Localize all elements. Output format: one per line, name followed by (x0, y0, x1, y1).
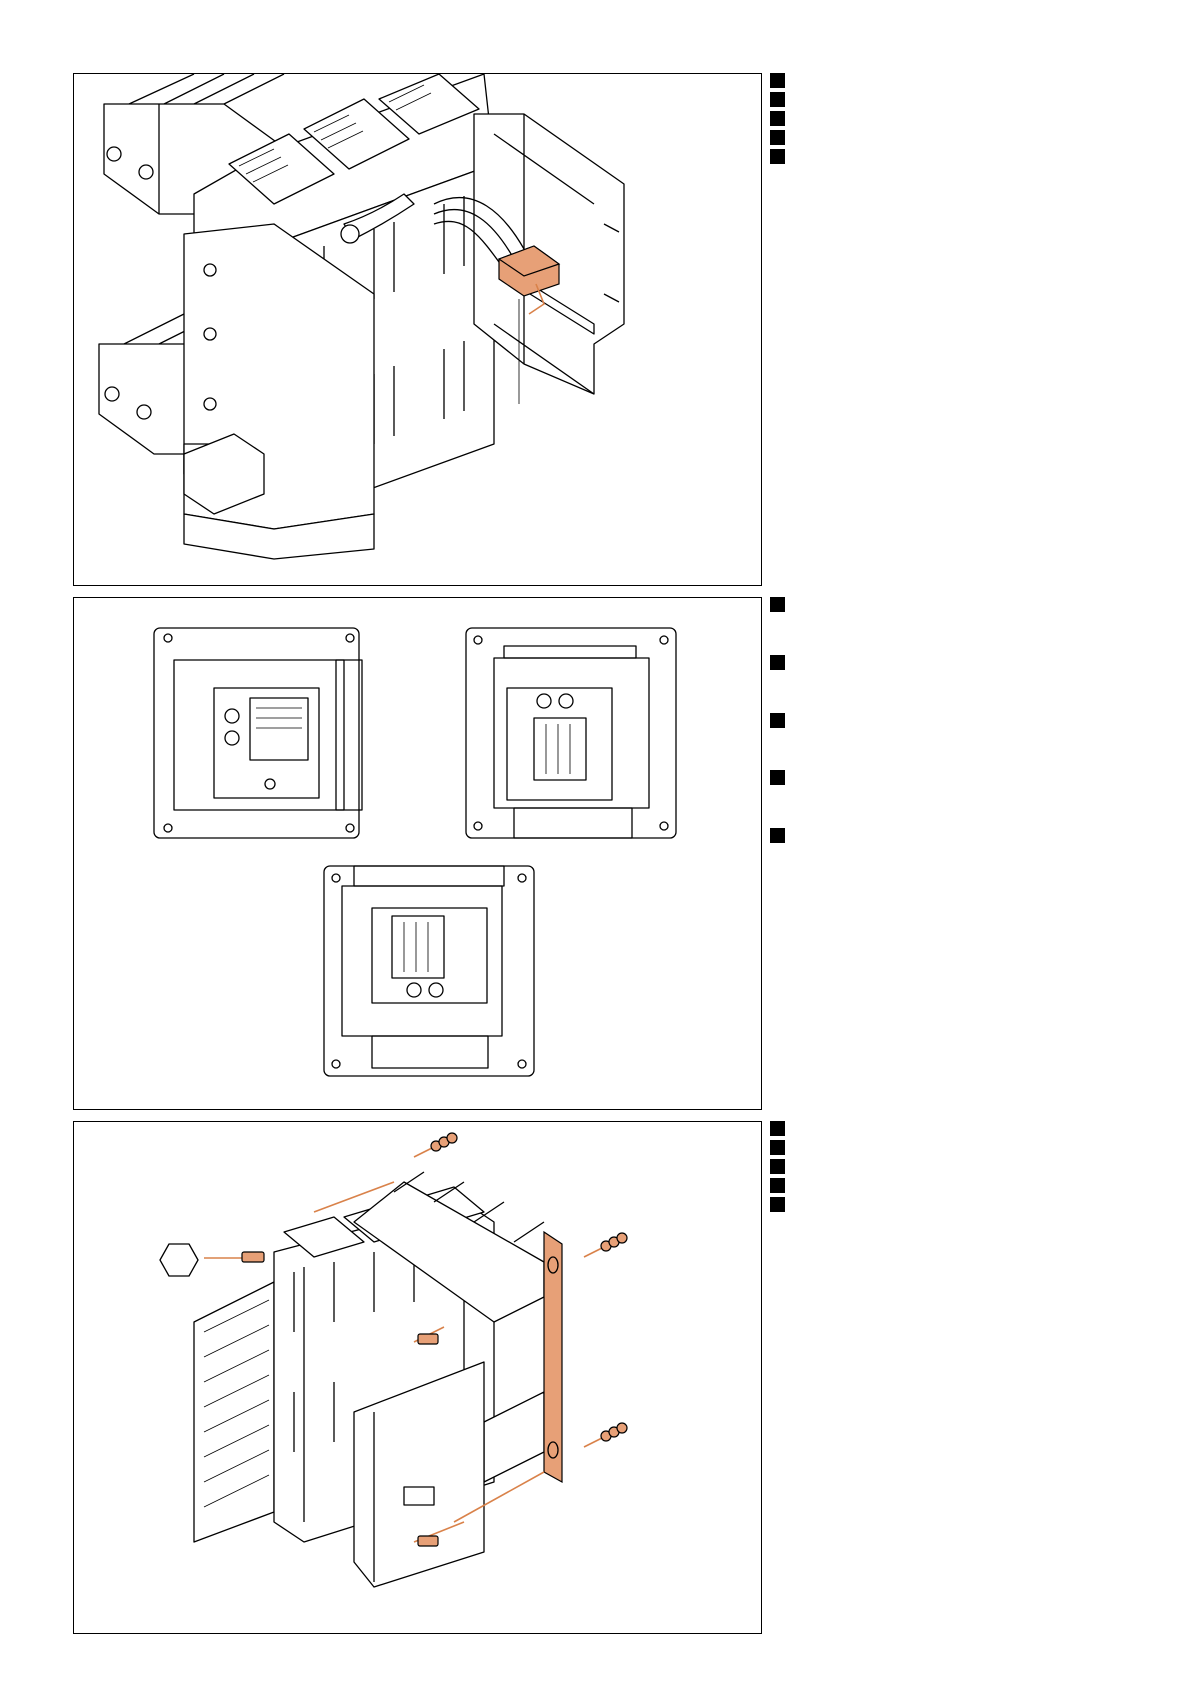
figure-1-frame (73, 73, 762, 586)
side-rail (474, 114, 624, 394)
figure-3-frame (73, 1121, 762, 1634)
front-cover-plate (184, 224, 374, 559)
marker-square (770, 1140, 785, 1155)
breaker-view-a (154, 628, 362, 838)
marker-square (770, 770, 785, 785)
marker-square (770, 828, 785, 843)
marker-square (770, 73, 785, 88)
marker-square (770, 713, 785, 728)
figure-2-illustration (74, 598, 763, 1111)
marker-square (770, 1159, 785, 1174)
marker-square (770, 149, 785, 164)
marker-square (770, 1178, 785, 1193)
breaker-view-c (324, 866, 534, 1076)
figure-1-illustration (74, 74, 763, 587)
rear-grille (194, 1282, 274, 1542)
figure-3-illustration (74, 1122, 763, 1635)
marker-square (770, 130, 785, 145)
marker-square (770, 655, 785, 670)
mounting-bracket (544, 1232, 562, 1482)
breaker-view-b (466, 628, 676, 838)
marker-square (770, 1197, 785, 1212)
marker-square (770, 92, 785, 107)
marker-square (770, 597, 785, 612)
marker-square (770, 1121, 785, 1136)
marker-square (770, 111, 785, 126)
figure-2-frame (73, 597, 762, 1110)
